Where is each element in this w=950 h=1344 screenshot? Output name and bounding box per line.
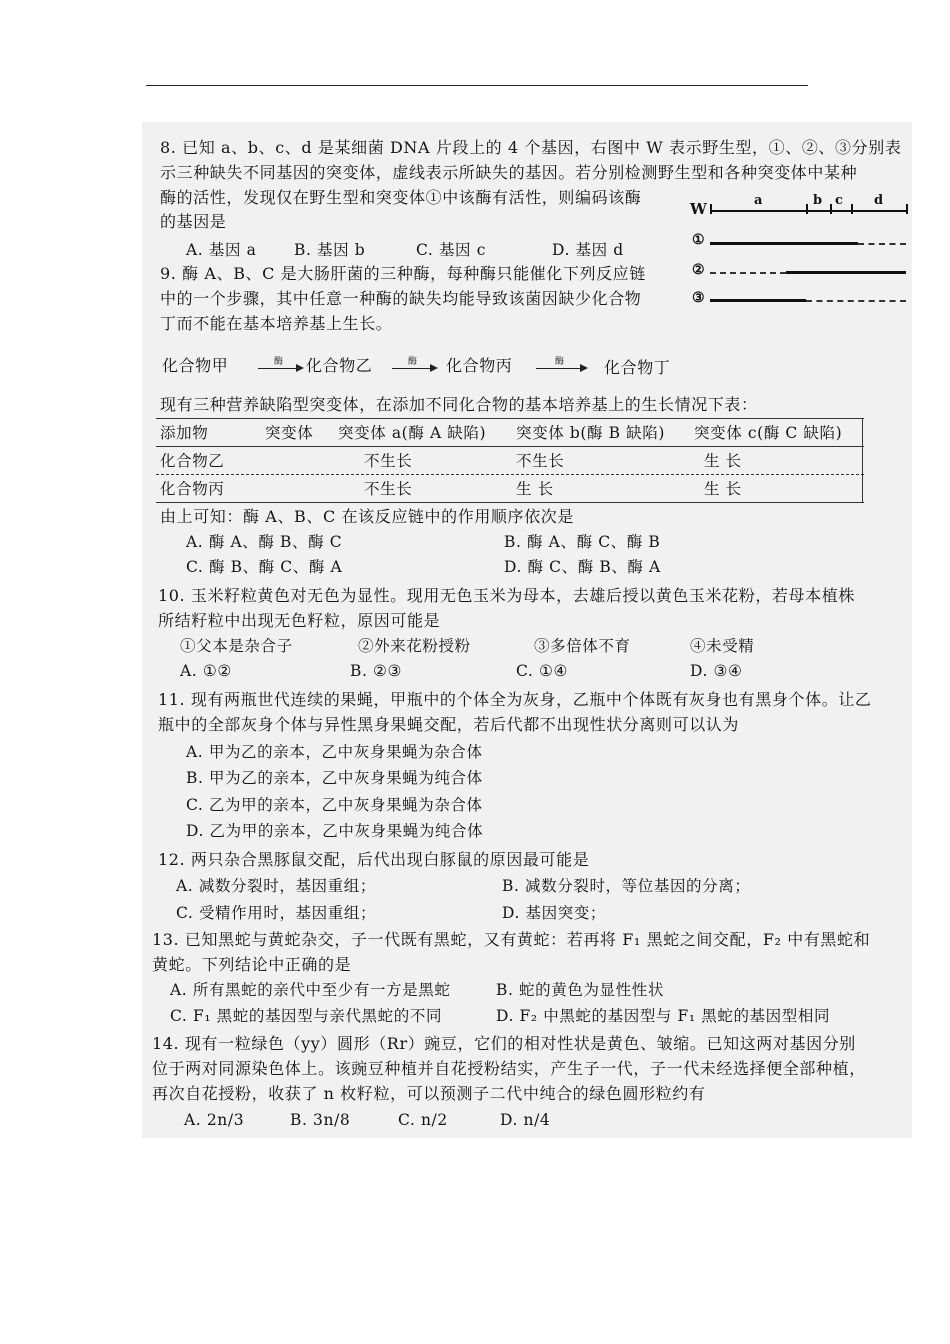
q12-option-d[interactable]: D. 基因突变；	[502, 904, 607, 922]
table-row-2-additive: 化合物丙	[160, 480, 225, 498]
wild-type-tick	[851, 204, 853, 214]
q12-stem: 12. 两只杂合黑豚鼠交配，后代出现白豚鼠的原因最可能是	[158, 850, 590, 869]
q13-option-d[interactable]: D. F₂ 中黑蛇的基因型与 F₁ 黑蛇的基因型相同	[496, 1007, 831, 1025]
gene-deletion-diagram	[688, 192, 910, 312]
q10-item-4: ④未受精	[690, 637, 755, 655]
q10-option-a[interactable]: A. ①②	[180, 662, 232, 680]
q10-item-2: ②外来花粉授粉	[358, 637, 471, 655]
q14-line-3: 再次自花授粉，收获了 n 枚籽粒，可以预测子二代中纯合的绿色圆形粒约有	[152, 1084, 706, 1103]
q11-line-2: 瓶中的全部灰身个体与异性黑身果蝇交配，若后代都不出现性状分离则可以认为	[158, 715, 740, 734]
q9-conclusion: 由上可知：酶 A、B、C 在该反应链中的作用顺序依次是	[160, 507, 574, 526]
q8-line-2: 示三种缺失不同基因的突变体，虚线表示所缺失的基因。若分别检测野生型和各种突变体中某种	[160, 163, 858, 182]
q8-option-b[interactable]: B. 基因 b	[294, 241, 366, 259]
header-rule	[146, 85, 808, 86]
q12-option-a[interactable]: A. 减数分裂时，基因重组；	[176, 877, 376, 895]
q10-option-c[interactable]: C. ①④	[516, 662, 568, 680]
wild-type-dna-line	[710, 210, 908, 212]
mutant-3-deleted	[806, 300, 906, 302]
table-right-border	[862, 418, 863, 502]
table-row-2-a: 不生长	[364, 480, 413, 498]
q9-line-3: 丁而不能在基本培养基上生长。	[160, 314, 393, 333]
q9-option-b[interactable]: B. 酶 A、酶 C、酶 B	[504, 533, 661, 551]
q10-item-1: ①父本是杂合子	[180, 637, 293, 655]
q8-option-a[interactable]: A. 基因 a	[186, 241, 257, 259]
q10-item-3: ③多倍体不育	[534, 637, 631, 655]
chain-enzyme-label-2: 酶	[408, 357, 418, 367]
q12-option-c[interactable]: C. 受精作用时，基因重组；	[176, 904, 377, 922]
q11-option-a[interactable]: A. 甲为乙的亲本，乙中灰身果蝇为杂合体	[186, 743, 483, 761]
chain-compound-jia: 化合物甲	[162, 356, 229, 375]
q9-option-a[interactable]: A. 酶 A、酶 B、酶 C	[186, 533, 343, 551]
table-header-mutant-a: 突变体 a(酶 A 缺陷)	[338, 424, 487, 442]
wild-type-tick	[830, 204, 832, 214]
gene-label-c: c	[835, 193, 843, 208]
mutant-2-label: ②	[692, 262, 705, 278]
mutant-1-deleted	[858, 243, 906, 245]
wild-type-tick	[806, 204, 808, 214]
q9-line-1: 9. 酶 A、B、C 是大肠肝菌的三种酶，每种酶只能催化下列反应链	[160, 264, 646, 283]
q8-option-c[interactable]: C. 基因 c	[416, 241, 486, 259]
q9-option-c[interactable]: C. 酶 B、酶 C、酶 A	[186, 558, 343, 576]
q13-line-2: 黄蛇。下列结论中正确的是	[152, 955, 352, 974]
wild-type-label: W	[690, 200, 707, 218]
mutant-3-present	[710, 299, 806, 302]
table-row-1-b: 不生长	[516, 452, 565, 470]
table-row-2-c: 生 长	[704, 480, 742, 498]
q11-option-d[interactable]: D. 乙为甲的亲本，乙中灰身果蝇为纯合体	[186, 822, 484, 840]
mutant-1-label: ①	[692, 232, 705, 248]
table-bottom-rule	[156, 502, 864, 503]
q8-line-1: 8. 已知 a、b、c、d 是某细菌 DNA 片段上的 4 个基因，右图中 W 表示野生型，①、②、③分别表	[160, 138, 902, 157]
table-header-mutant-c: 突变体 c(酶 C 缺陷)	[694, 424, 843, 442]
q14-option-c[interactable]: C. n/2	[398, 1111, 448, 1129]
chain-enzyme-label-3: 酶	[555, 357, 565, 367]
q9-table-intro: 现有三种营养缺陷型突变体，在添加不同化合物的基本培养基上的生长情况下表：	[160, 395, 758, 414]
q11-line-1: 11. 现有两瓶世代连续的果蝇，甲瓶中的个体全为灰身，乙瓶中个体既有灰身也有黑身个体。让乙	[158, 690, 872, 709]
q13-line-1: 13. 已知黑蛇与黄蛇杂交，子一代既有黑蛇，又有黄蛇：若再将 F₁ 黑蛇之间交配，F₂ 中有黑蛇和	[152, 930, 871, 949]
q9-line-2: 中的一个步骤，其中任意一种酶的缺失均能导致该菌因缺少化合物	[160, 289, 642, 308]
q14-option-b[interactable]: B. 3n/8	[290, 1111, 351, 1129]
q10-line-2: 所结籽粒中出现无色籽粒，原因可能是	[158, 611, 441, 630]
chain-enzyme-label-1: 酶	[274, 357, 284, 367]
mutant-3-label: ③	[692, 290, 705, 306]
q14-line-1: 14. 现有一粒绿色（yy）圆形（Rr）豌豆，它们的相对性状是黄色、皱缩。已知这两对基因分别	[152, 1034, 856, 1053]
table-row-1-c: 生 长	[704, 452, 742, 470]
table-header-mutant-b: 突变体 b(酶 B 缺陷)	[516, 424, 665, 442]
chain-arrow-3	[536, 368, 586, 369]
table-header-rule	[156, 446, 864, 447]
table-header-additive: 添加物	[160, 424, 209, 442]
q10-option-d[interactable]: D. ③④	[690, 662, 743, 680]
q10-line-1: 10. 玉米籽粒黄色对无色为显性。现用无色玉米为母本，去雄后授以黄色玉米花粉，若母本植株	[158, 586, 855, 605]
table-header-mutant: 突变体	[265, 424, 314, 442]
table-row-1-additive: 化合物乙	[160, 452, 225, 470]
table-row-rule	[156, 474, 864, 475]
gene-label-a: a	[754, 193, 763, 208]
q11-option-b[interactable]: B. 甲为乙的亲本，乙中灰身果蝇为纯合体	[186, 769, 483, 787]
table-top-rule	[156, 418, 864, 419]
chain-compound-yi: 化合物乙	[306, 356, 373, 375]
q8-line-3: 酶的活性，发现仅在野生型和突变体①中该酶有活性，则编码该酶	[160, 188, 642, 207]
mutant-2-deleted	[710, 272, 786, 274]
chain-arrow-1	[258, 368, 302, 369]
q14-option-a[interactable]: A. 2n/3	[184, 1111, 245, 1129]
q8-line-4: 的基因是	[160, 212, 227, 231]
q13-option-c[interactable]: C. F₁ 黑蛇的基因型与亲代黑蛇的不同	[170, 1007, 443, 1025]
q12-option-b[interactable]: B. 减数分裂时，等位基因的分离；	[502, 877, 751, 895]
q13-option-a[interactable]: A. 所有黑蛇的亲代中至少有一方是黑蛇	[170, 981, 451, 999]
q13-option-b[interactable]: B. 蛇的黄色为显性性状	[496, 981, 664, 999]
chain-compound-ding: 化合物丁	[604, 358, 671, 377]
wild-type-tick	[710, 204, 712, 214]
q10-option-b[interactable]: B. ②③	[350, 662, 403, 680]
table-row-2-b: 生 长	[516, 480, 554, 498]
table-row-1-a: 不生长	[364, 452, 413, 470]
q14-option-d[interactable]: D. n/4	[500, 1111, 551, 1129]
wild-type-tick	[906, 204, 908, 214]
mutant-2-present	[786, 271, 906, 274]
q9-option-d[interactable]: D. 酶 C、酶 B、酶 A	[504, 558, 661, 576]
gene-label-d: d	[874, 193, 884, 208]
chain-arrow-2	[392, 368, 436, 369]
q11-option-c[interactable]: C. 乙为甲的亲本，乙中灰身果蝇为杂合体	[186, 796, 483, 814]
q8-option-d[interactable]: D. 基因 d	[552, 241, 624, 259]
chain-compound-bing: 化合物丙	[446, 356, 513, 375]
q14-line-2: 位于两对同源染色体上。该豌豆种植并自花授粉结实，产生子一代，子一代未经选择便全部种植，	[152, 1059, 866, 1078]
gene-label-b: b	[813, 193, 823, 208]
mutant-1-present	[710, 242, 858, 245]
